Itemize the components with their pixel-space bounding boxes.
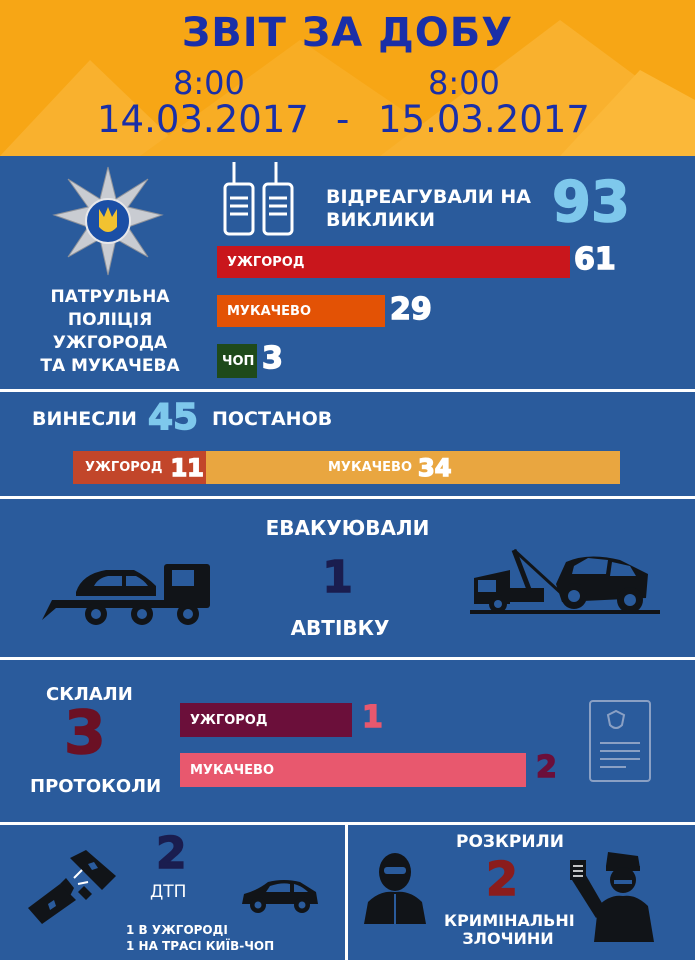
accidents-note-line-2: 1 НА ТРАСІ КИЇВ-ЧОП [126, 939, 275, 953]
evacuation-unit: АВТІВКУ [290, 616, 390, 640]
accidents-note-line-1: 1 В УЖГОРОДІ [126, 923, 228, 937]
rulings-uzhhorod-value: 11 [170, 453, 204, 482]
protocols-total: 3 [64, 698, 106, 768]
walkie-talkie-icon [220, 158, 300, 242]
protocols-uzhhorod-label: УЖГОРОД [190, 712, 268, 728]
rulings-mukachevo-label: МУКАЧЕВО [328, 460, 412, 475]
accidents-note [126, 922, 274, 954]
tow-truck-lift-icon [470, 544, 660, 622]
end-time: 8:00 [428, 64, 500, 102]
calls-bar-label: УЖГОРОД [227, 254, 305, 270]
section-divider [0, 496, 695, 499]
org-line-4: ТА МУКАЧЕВА [40, 356, 180, 376]
section-divider [0, 657, 695, 660]
org-line-1: ПАТРУЛЬНА [50, 287, 170, 307]
calls-bar-label: ЧОП [222, 353, 255, 369]
header-banner [0, 0, 695, 156]
accidents-unit: ДТП [150, 882, 187, 902]
rulings-prefix: ВИНЕСЛИ [32, 408, 137, 430]
protocols-label-bottom: ПРОТОКОЛИ [30, 776, 162, 797]
date-separator: - [336, 98, 350, 141]
org-line-3: УЖГОРОДА [52, 333, 168, 353]
org-line-2: ПОЛІЦІЯ [67, 310, 153, 330]
evacuation-count: 1 [322, 552, 353, 603]
calls-bar-mukachevo [217, 295, 385, 327]
start-date: 14.03.2017 [97, 98, 309, 141]
document-icon [586, 697, 656, 789]
start-time: 8:00 [173, 64, 245, 102]
report-title: ЗВІТ ЗА ДОБУ [181, 10, 514, 56]
patrol-police-label [30, 286, 190, 378]
crimes-heading: РОЗКРИЛИ [456, 832, 564, 852]
protocols-label-top: СКЛАЛИ [46, 684, 133, 705]
calls-total: 93 [552, 170, 630, 235]
evacuation-heading: ЕВАКУЮВАЛИ [265, 516, 430, 540]
thief-icon [360, 852, 430, 928]
calls-heading [326, 186, 531, 232]
calls-value-chop: 3 [262, 341, 283, 376]
tow-truck-icon [42, 556, 214, 632]
calls-value-mukachevo: 29 [390, 292, 432, 327]
rulings-bar-uzhhorod [73, 451, 206, 484]
calls-heading-line-2: ВИКЛИКИ [326, 209, 436, 231]
calls-bar-chop [217, 344, 257, 378]
car-icon [238, 876, 322, 918]
protocols-bar-mukachevo [180, 753, 526, 787]
protocols-mukachevo-value: 2 [536, 750, 557, 785]
rulings-uzhhorod-label: УЖГОРОД [85, 460, 163, 475]
calls-bar-label: МУКАЧЕВО [227, 303, 311, 319]
crimes-count: 2 [486, 852, 519, 906]
rulings-suffix: ПОСТАНОВ [212, 408, 333, 430]
accidents-count: 2 [156, 828, 187, 879]
police-badge-icon [52, 165, 164, 281]
crimes-label [444, 911, 575, 948]
rulings-bar-mukachevo [328, 451, 451, 484]
car-crash-icon [26, 848, 118, 930]
rulings-mukachevo-value: 34 [418, 453, 452, 482]
protocols-mukachevo-label: МУКАЧЕВО [190, 762, 274, 778]
rulings-total: 45 [148, 397, 199, 438]
calls-heading-line-1: ВІДРЕАГУВАЛИ НА [326, 186, 531, 208]
calls-bar-uzhhorod [217, 246, 570, 278]
calls-value-uzhhorod: 61 [574, 242, 616, 277]
crimes-label-line-2: ЗЛОЧИНИ [462, 929, 554, 948]
crimes-label-line-1: КРИМІНАЛЬНІ [444, 911, 575, 930]
section-divider [0, 389, 695, 392]
protocols-bar-uzhhorod [180, 703, 352, 737]
section-vertical-divider [345, 825, 348, 960]
police-officer-icon [570, 850, 666, 948]
protocols-uzhhorod-value: 1 [362, 700, 383, 735]
end-date: 15.03.2017 [378, 98, 590, 141]
